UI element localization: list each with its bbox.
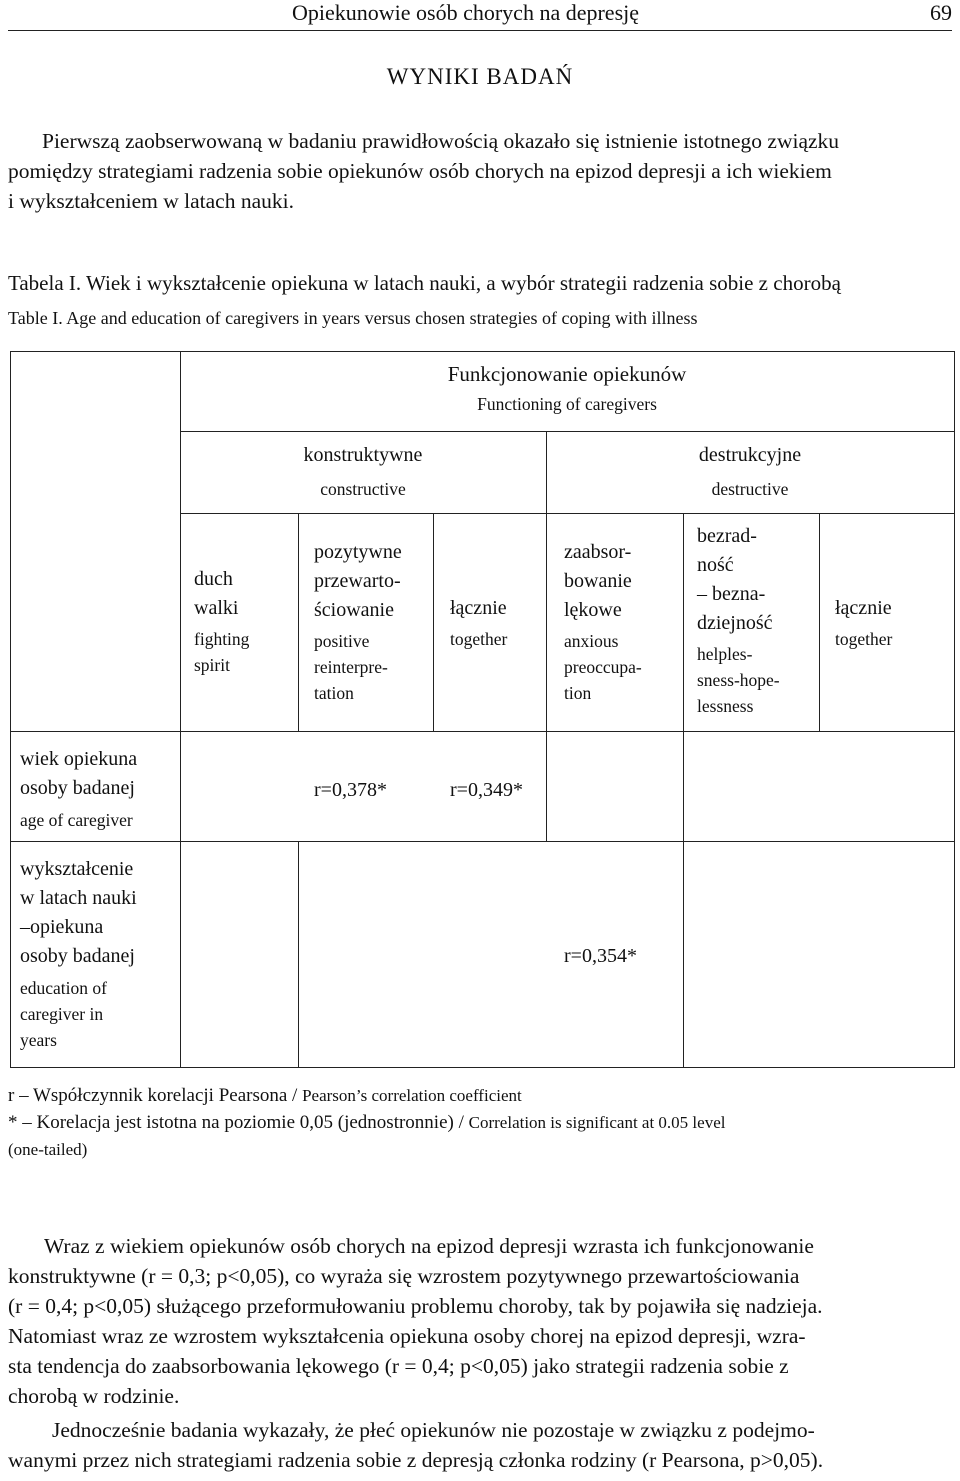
col-label-pl: łącznie xyxy=(450,597,507,619)
body-line: Jednocześnie badania wykazały, że płeć opiekunów nie pozostaje w związku z podejmo- xyxy=(52,1418,815,1442)
col-label-en: spirit xyxy=(194,655,230,675)
row-label-education xyxy=(20,855,178,1053)
body-line: wanymi przez nich strategiami radzenia sobie z depresją członka rodziny (r Pearsona, p>0,05). xyxy=(8,1448,824,1472)
intro-line: i wykształceniem w latach nauki. xyxy=(8,189,294,213)
col-label-pl: łącznie xyxy=(835,597,892,619)
col-label-en: anxious xyxy=(564,631,619,651)
row-divider xyxy=(10,841,954,842)
body-line: Natomiast wraz ze wzrostem wykształcenia opiekuna osoby chorej na epizod depresji, wzra- xyxy=(8,1324,806,1348)
col-label-en: helples- xyxy=(697,644,753,664)
col-label-pl: duch xyxy=(194,568,233,590)
running-head-title: Opiekunowie osób chorych na depresję xyxy=(292,0,640,25)
col-divider xyxy=(546,513,547,731)
col-together-destructive xyxy=(835,594,951,652)
row-label-en: age of caregiver xyxy=(20,810,133,830)
intro-line: Pierwszą zaobserwowaną w badaniu prawidłowością okazało się istnienie istotnego związku xyxy=(42,129,840,153)
table-border-right xyxy=(954,351,955,1068)
body-line: sta tendencja do zaabsorbowania lękowego (r = 0,4; p<0,05) jako strategii radzenia sobie z xyxy=(8,1354,789,1378)
note-r-pl: r – Współczynnik korelacji Pearsona / xyxy=(8,1085,298,1106)
row-label-pl: wykształcenie xyxy=(20,858,134,880)
col-label-pl: walki xyxy=(194,597,239,619)
cell-age-together: r=0,349* xyxy=(450,779,523,801)
col-label-en: fighting xyxy=(194,629,250,649)
header-en: Functioning of caregivers xyxy=(477,394,657,414)
section-title: WYNIKI BADAŃ xyxy=(386,64,574,89)
body-line: (r = 0,4; p<0,05) służącego przeformułowaniu problemu choroby, tak by pojawiła się nadzieja. xyxy=(8,1294,823,1318)
col-divider xyxy=(683,513,684,731)
row-label-en: education of xyxy=(20,978,107,998)
group-destructive-en: destructive xyxy=(711,479,789,499)
col-label-pl: przewarto- xyxy=(314,570,401,592)
col-divider xyxy=(546,731,547,841)
col-label-pl: dziejność xyxy=(697,612,773,634)
body-paragraph-1 xyxy=(8,1231,954,1411)
col-divider xyxy=(433,513,434,731)
col-label-pl: lękowe xyxy=(564,599,622,621)
row-label-pl: –opiekuna xyxy=(20,916,104,938)
row-label-pl: w latach nauki xyxy=(20,887,137,909)
running-head xyxy=(8,0,952,31)
col-label-en: reinterpre- xyxy=(314,657,388,677)
label-column-divider xyxy=(180,731,181,1067)
group-constructive-pl: konstruktywne xyxy=(303,444,423,466)
col-label-pl: ność xyxy=(697,554,734,576)
row-label-pl: wiek opiekuna xyxy=(20,748,138,770)
note-star-pl: * – Korelacja jest istotna na poziomie 0,05 (jednostronnie) / xyxy=(8,1112,464,1133)
col-label-pl: pozytywne xyxy=(314,541,402,563)
table-notes xyxy=(8,1082,954,1163)
col-label-pl: bowanie xyxy=(564,570,632,592)
table-caption-pl: Tabela I. Wiek i wykształcenie opiekuna w latach nauki, a wybór strategii radzenia sobie z chorobą xyxy=(8,271,841,295)
intro-line: pomiędzy strategiami radzenia sobie opiekunów osób chorych na epizod depresji a ich wiekiem xyxy=(8,159,832,183)
table-border-top xyxy=(10,351,954,352)
note-r-en: Pearson’s correlation coefficient xyxy=(302,1086,522,1105)
col-label-pl: – bezna- xyxy=(697,583,766,605)
col-label-en: together xyxy=(835,629,893,649)
row-label-pl: osoby badanej xyxy=(20,777,135,799)
col-divider xyxy=(298,841,299,1067)
body-line: konstruktywne (r = 0,3; p<0,05), co wyraża się wzrostem pozytywnego przewartościowania xyxy=(8,1264,800,1288)
group-constructive xyxy=(180,441,546,502)
header-divider xyxy=(180,431,954,432)
cell-education-anxious: r=0,354* xyxy=(564,945,637,967)
note-r xyxy=(8,1082,954,1109)
cell-age-positive: r=0,378* xyxy=(314,779,387,801)
col-label-en: sness-hope- xyxy=(697,670,780,690)
col-helplessness-hopelessness xyxy=(697,522,819,719)
body-line: chorobą w rodzinie. xyxy=(8,1384,180,1408)
note-star-tail: (one-tailed) xyxy=(8,1140,88,1159)
col-divider xyxy=(298,513,299,731)
col-divider xyxy=(683,731,684,841)
col-label-en: tion xyxy=(564,683,592,703)
row-label-pl: osoby badanej xyxy=(20,945,135,967)
body-line: Wraz z wiekiem opiekunów osób chorych na epizod depresji wzrasta ich funkcjonowanie xyxy=(44,1234,814,1258)
row-label-en: caregiver in xyxy=(20,1004,104,1024)
col-label-en: lessness xyxy=(697,696,754,716)
col-fighting-spirit xyxy=(194,565,294,678)
header-pl: Funkcjonowanie opiekunów xyxy=(447,362,687,386)
col-divider xyxy=(683,841,684,1067)
group-destructive-pl: destrukcyjne xyxy=(698,444,802,466)
row-label-en: years xyxy=(20,1030,57,1050)
col-label-pl: ściowanie xyxy=(314,599,394,621)
col-together-constructive xyxy=(450,594,540,652)
group-destructive xyxy=(546,441,954,502)
row-label-age xyxy=(20,745,178,833)
col-label-en: tation xyxy=(314,683,354,703)
col-positive-reinterpretation xyxy=(314,538,432,706)
note-star-en: Correlation is significant at 0.05 level xyxy=(468,1113,726,1132)
col-label-pl: zaabsor- xyxy=(564,541,632,563)
col-label-en: together xyxy=(450,629,508,649)
group-constructive-en: constructive xyxy=(320,479,406,499)
table-header xyxy=(180,360,954,417)
page-number: 69 xyxy=(930,0,952,25)
body-paragraph-2 xyxy=(8,1415,954,1475)
col-label-pl: bezrad- xyxy=(697,525,757,547)
col-label-en: positive xyxy=(314,631,370,651)
column-header-bottom xyxy=(10,731,954,732)
col-anxious-preoccupation xyxy=(564,538,682,706)
subheader-divider xyxy=(180,513,954,514)
table-caption-en: Table I. Age and education of caregivers in years versus chosen strategies of coping with illness xyxy=(8,308,698,328)
table-border-left xyxy=(10,351,11,1068)
col-label-en: preoccupa- xyxy=(564,657,642,677)
note-star xyxy=(8,1109,954,1136)
col-divider xyxy=(819,513,820,731)
table-border-bottom xyxy=(10,1067,954,1068)
intro-paragraph xyxy=(8,126,952,216)
